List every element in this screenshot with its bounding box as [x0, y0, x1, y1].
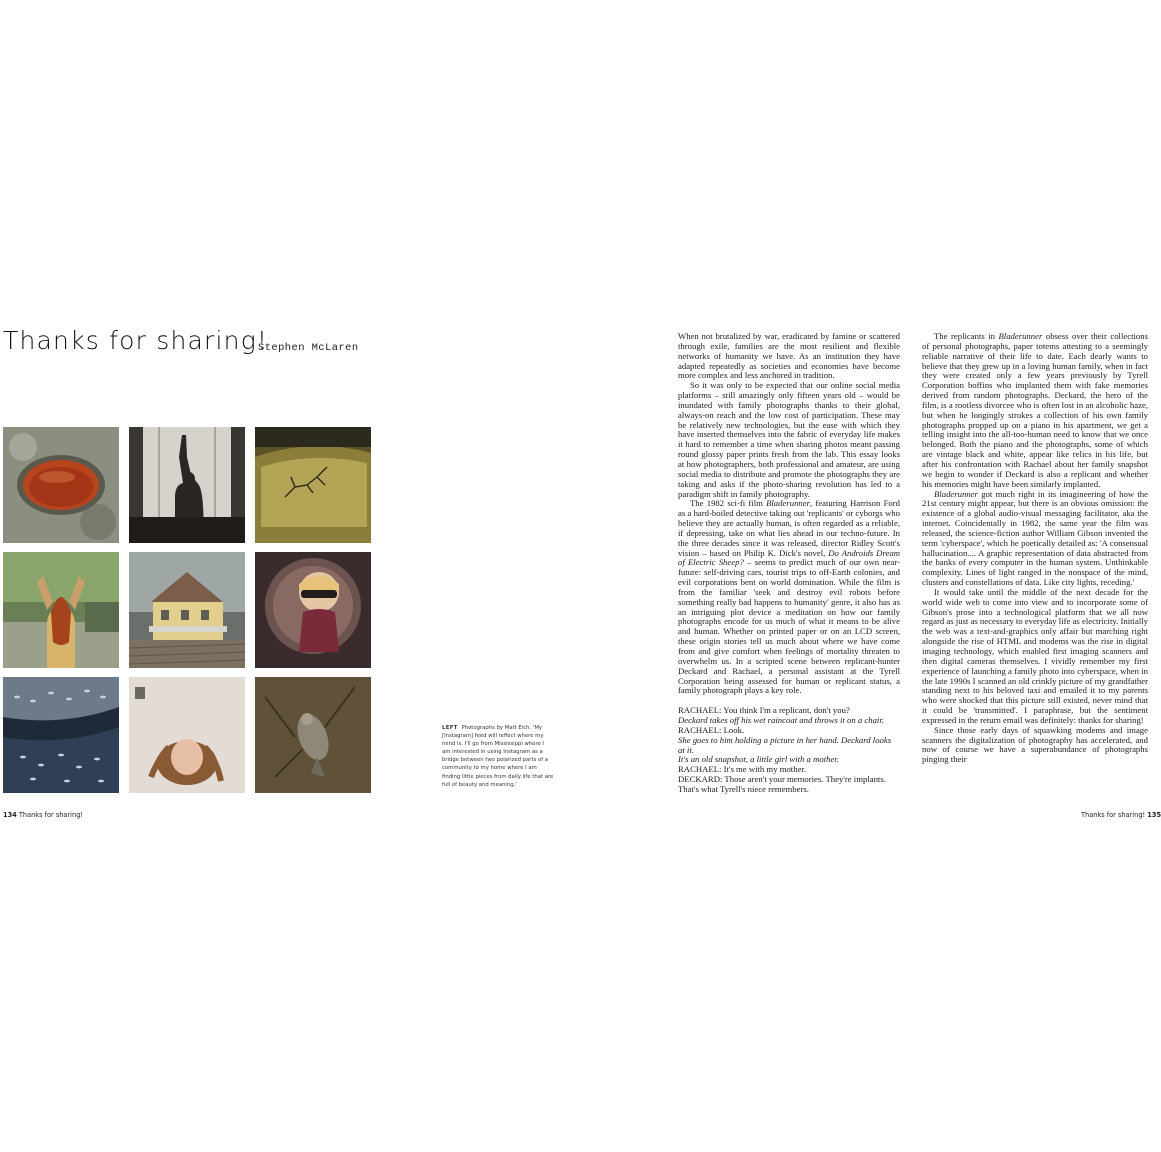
running-head-left: Thanks for sharing!	[18, 811, 84, 819]
caption-text: Photographs by Matt Eich. 'My [Instagram] feed will reflect where my mind is. I'll go from Mississippi where I am interested in using Instagram as a bridge between two polarized parts of a community to my home where I am finding little pieces from daily life that are full of beauty and meaning.'	[442, 725, 554, 788]
red-hair-girl-photo	[3, 552, 119, 668]
page-number-right: 135	[1147, 811, 1161, 819]
folio-right	[1081, 811, 1161, 819]
page-number-left: 134	[3, 811, 17, 819]
photo-caption	[442, 724, 554, 789]
script-direction: It's an old snapshot, a little girl with a mother.	[678, 754, 839, 765]
script-direction: She goes to him holding a picture in her hand. Deckard looks at it.	[678, 734, 892, 755]
body-column-1	[678, 332, 900, 795]
paragraph: So it was only to be expected that our online social media platforms – still amazingly only fifteen years old – would be inundated with family photographs thanks to their global, always-on reach and the low cost of participation. These may be relatively new technologies, but the ease with which they have inserted themselves into the fabric of everyday life makes it hard to remember a time when sharing photos meant passing round glossy paper prints fresh from the lab. This essay looks at how photographers, both professional and amateur, are using social media to distribute and promote the photographs they are taking and asks if the photo-sharing revolution has led to a paradigm shift in family photography.	[678, 380, 900, 499]
article-title: Thanks for sharing!	[3, 326, 269, 355]
script-line: DECKARD: Those aren't your memories. They're implants.	[678, 774, 886, 785]
script-line: RACHAEL: It's me with my mother.	[678, 764, 807, 775]
photo-grid	[3, 427, 372, 793]
water-fish-photo	[3, 677, 119, 793]
masked-doll-photo	[255, 552, 371, 668]
painted-house-photo	[129, 552, 245, 668]
folio-left	[3, 811, 83, 819]
script-direction: Deckard takes off his wet raincoat and throws it on a chair.	[678, 715, 884, 726]
paragraph: The 1982 sci-fi film Bladerunner, featuring Harrison Ford as a hard-boiled detective taking out 'replicants' or cyborgs who believe they are actually human, is often regarded as a reliable, if depressing, take on what lies ahead in our techno-future. In the three decades since it was released, director Ridley Scott's vision – based on Philip K. Dick's novel, Do Androids Dream of Electric Sheep? – seems to predict much of our own near-future: self-driving cars, tourist trips to off-Earth colonies, and evil corporations bent on world domination. While the film is from the familiar 'seek and destroy evil robots before something really bad happens to humanity' genre, it also has as an intriguing plot device a meditation on how our family photographs encode for us much of what it means to be alive and human. Whether on printed paper or on an LCD screen, these origin stories tell us much about where we have come from and give comfort when feelings of mortality threaten to overwhelm us. In a scripted scene between replicant-hunter Deckard and Rachael, a personal assistant at the Tyrell Corporation being assessed for human or replicant status, a family photograph plays a key role.	[678, 498, 901, 696]
script-line: That's what Tyrell's niece remembers.	[678, 783, 809, 794]
caption-lead: LEFT	[442, 725, 458, 731]
paragraph: The replicants in Bladerunner obsess over their collections of personal photographs, paper totems attesting to a seemingly reliable narrative of their life to date. Each dearly wants to believe that they grew up in a loving human family, when in fact they were created only a few years previously by Tyrell Corporation boffins who implanted them with fake memories derived from random photographs. Deckard, the hero of the film, is a rootless divorcee who is often lost in an alcoholic haze, but when he longingly strokes a collection of his own family photographs propped up on a piano in his apartment, we get a telling insight into the all-too-human need to know that we once belonged. Both the piano and the photographs, some of which are vintage black and white, appear like relics in his life, but after his confrontation with Rachael about her family snapshot we begin to wonder if Deckard is also a replicant and whether his memories might have been similarly implanted.	[922, 331, 1148, 489]
car-hood-branch-photo	[255, 427, 371, 543]
script-line: RACHAEL: Look.	[678, 724, 745, 735]
paragraph: Since those early days of squawking modems and image scanners the digitalization of photography has accelerated, and now of course we have a superabundance of photographs pinging their	[922, 724, 1148, 765]
running-head-right: Thanks for sharing!	[1081, 811, 1146, 819]
window-silhouette-photo	[129, 427, 245, 543]
author-byline: Stephen McLaren	[258, 342, 359, 354]
paragraph: When not brutalized by war, eradicated by famine or scattered through exile, families are the most resilient and flexible networks of humanity we have. As an institution they have adapted repeatedly as societies and economies have become more complex and less anchored in tradition.	[678, 331, 900, 381]
dead-bird-photo	[255, 677, 371, 793]
paragraph: Bladerunner got much right in its imagineering of how the 21st century might appear, but there is an obvious omission: the existence of a global audio-visual messaging facilitator, aka the internet. Coincidentally in 1982, the same year the film was released, the science-fiction author William Gibson invented the term 'cyberspace', which he poetically detailed as: 'A consensual hallucination.... A graphic representation of data abstracted from the banks of every computer in the human system. Unthinkable complexity. Lines of light ranged in the nonspace of the mind, clusters and constellations of data. Like city lights, receding.'	[922, 488, 1148, 588]
paragraph: It would take until the middle of the next decade for the world wide web to come into view and to incorporate some of Gibson's prose into a technological platform that we all now regard as just as necessary to everyday life as electricity. Initially the web was a text-and-graphics only affair but marching right alongside the rise of HTML and modems was the rise in digital imaging technology, which enabled first imaging scanners and then digital cameras themselves. I vividly remember my first experience of launching a family photo into cyberspace, when in the late 1990s I scanned an old crinkly picture of my grandfather standing next to his beloved taxi and emailed it to my parents who were shocked that this picture still existed, never mind that it could be 'transmitted'. I paraphrase, but the sentiment expressed in the return email was definitely: thanks for sharing!	[922, 586, 1148, 725]
script-line: RACHAEL: You think I'm a replicant, don't you?	[678, 705, 850, 716]
manhole-photo	[3, 427, 119, 543]
body-column-2	[922, 332, 1148, 765]
girl-on-bed-photo	[129, 677, 245, 793]
